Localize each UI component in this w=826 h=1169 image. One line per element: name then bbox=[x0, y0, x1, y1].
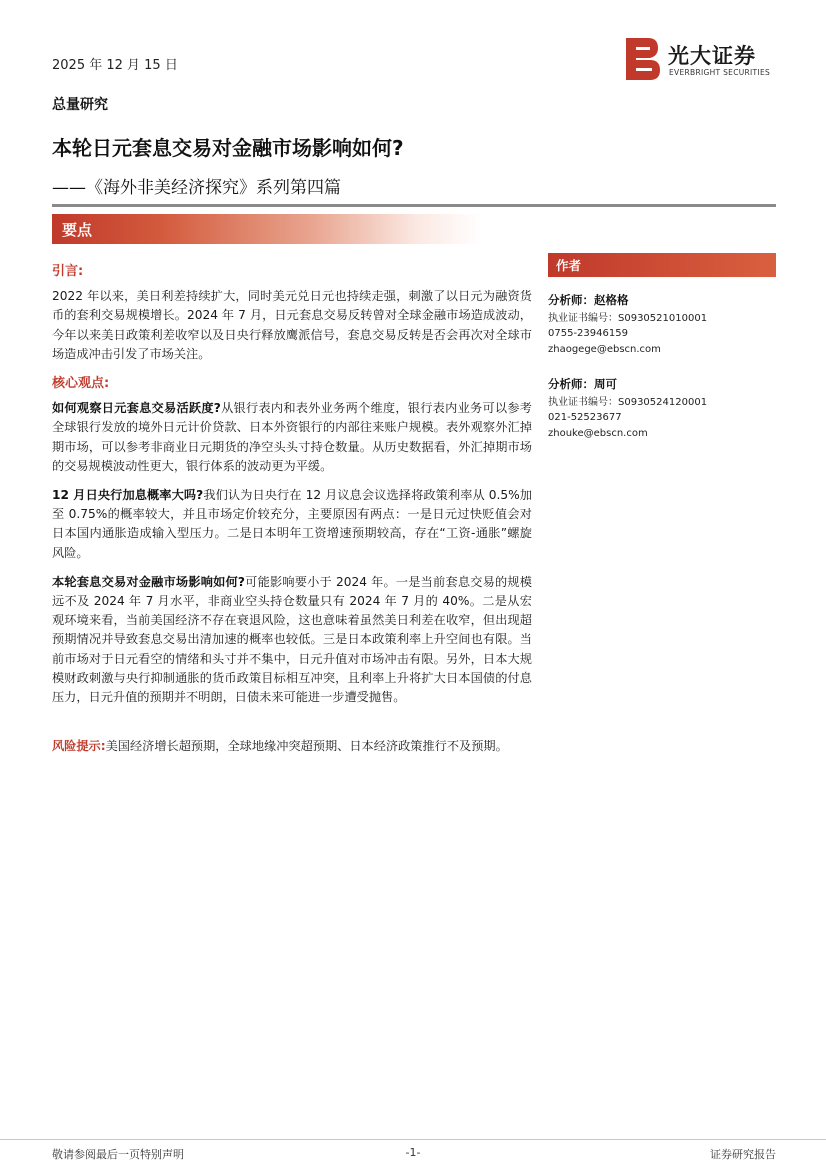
report-category: 总量研究 bbox=[52, 97, 108, 113]
author-label: 作者 bbox=[556, 258, 582, 273]
core-point-1-lead: 如何观察日元套息交易活跃度? bbox=[52, 401, 221, 416]
analyst-phone: 0755-23946159 bbox=[548, 328, 628, 339]
author-banner bbox=[548, 253, 776, 277]
everbright-logo-icon bbox=[626, 38, 660, 80]
core-point-1-text: 从银行表内和表外业务两个维度，银行表内业务可以参考全球银行发放的境外日元计价贷款、日本外资银行的内部往来账户规模。表外观察外汇掉期市场，可以参考非商业日元期货的净空头头寸持仓数量。从历史数据看，外汇掉期市场的交易规模波动性更大，银行体系的波动更为平缓。 bbox=[52, 401, 532, 473]
analyst-email[interactable]: zhouke@ebscn.com bbox=[548, 427, 648, 439]
core-point-3-lead: 本轮套息交易对金融市场影响如何? bbox=[52, 574, 245, 589]
report-subtitle: ——《海外非美经济探究》系列第四篇 bbox=[52, 178, 341, 198]
logo-text: 光大证券 bbox=[668, 44, 756, 68]
page-number: -1- bbox=[405, 1146, 421, 1159]
core-point-2-lead: 12 月日央行加息概率大吗? bbox=[52, 488, 204, 503]
analyst-email[interactable]: zhaogege@ebscn.com bbox=[548, 343, 661, 355]
footer-report-type: 证券研究报告 bbox=[710, 1148, 776, 1161]
report-title: 本轮日元套息交易对金融市场影响如何? bbox=[52, 136, 404, 160]
core-heading: 核心观点: bbox=[52, 376, 110, 392]
analyst-name: 分析师：赵格格 bbox=[548, 293, 629, 307]
analyst-name: 分析师：周可 bbox=[548, 377, 617, 391]
author-sidebar bbox=[548, 253, 776, 441]
footer-divider bbox=[0, 1139, 826, 1140]
risk-lead: 风险提示: bbox=[52, 739, 106, 754]
core-point-3 bbox=[52, 573, 532, 707]
risk-paragraph bbox=[52, 737, 532, 756]
core-point-2 bbox=[52, 486, 532, 563]
logo-subtext: EVERBRIGHT SECURITIES bbox=[669, 68, 771, 77]
company-logo bbox=[626, 38, 776, 80]
intro-paragraph: 2022 年以来，美日利差持续扩大，同时美元兑日元也持续走强，刺激了以日元为融资货币的套利交易规模增长。2024 年 7 月，日元套息交易反转曾对全球金融市场造成波动，今年以来美日政策利差收窄以及日央行释放鹰派信号，套息交易反转是否会再次对全球市场造成冲击引发了市场关注。 bbox=[52, 289, 532, 361]
core-point-2-text: 我们认为日央行在 12 月议息会议选择将政策利率从 0.5%加至 0.75%的概率较大，并且市场定价较充分，主要原因有两点：一是日元过快贬值会对日本国内通胀造成输入型压力。二是日本明年工资增速预期较高，存在“工资-通胀”螺旋风险。 bbox=[52, 488, 532, 560]
analyst-card bbox=[548, 377, 776, 441]
analyst-card bbox=[548, 293, 776, 357]
intro-heading: 引言: bbox=[52, 264, 84, 279]
core-point-3-text: 可能影响要小于 2024 年。一是当前套息交易的规模远不及 2024 年 7 月水平，非商业空头持仓数量只有 2024 年 7 月的 40%。二是从宏观环境来看，当前美国经济不存在衰退风险，这也意味着虽然美日利差在收窄，但出现超预期情况并导致套息交易出清加速的概率也较低。三是日本政策利率上升空间也有限。当前市场对于日元看空的情绪和头寸并不集中，日元升值对市场冲击有限。另外，日本大规模财政刺激与央行抑制通胀的货币政策目标相互冲突，且利率上升将扩大日本国债的付息压力，日元升值的预期并不明朗，日债未来可能进一步遭受抛售。 bbox=[52, 574, 532, 705]
risk-text: 美国经济增长超预期，全球地缘冲突超预期、日本经济政策推行不及预期。 bbox=[105, 739, 508, 754]
main-content bbox=[52, 262, 532, 766]
analyst-phone: 021-52523677 bbox=[548, 412, 622, 423]
core-point-1 bbox=[52, 399, 532, 476]
title-divider bbox=[52, 204, 776, 207]
key-points-banner bbox=[52, 214, 482, 244]
analyst-cert: 执业证书编号：S0930524120001 bbox=[548, 396, 708, 408]
report-date: 2025 年 12 月 15 日 bbox=[52, 58, 178, 73]
footer-disclaimer: 敬请参阅最后一页特别声明 bbox=[52, 1148, 184, 1161]
analyst-cert: 执业证书编号：S0930521010001 bbox=[548, 312, 708, 324]
key-points-label: 要点 bbox=[62, 221, 93, 239]
